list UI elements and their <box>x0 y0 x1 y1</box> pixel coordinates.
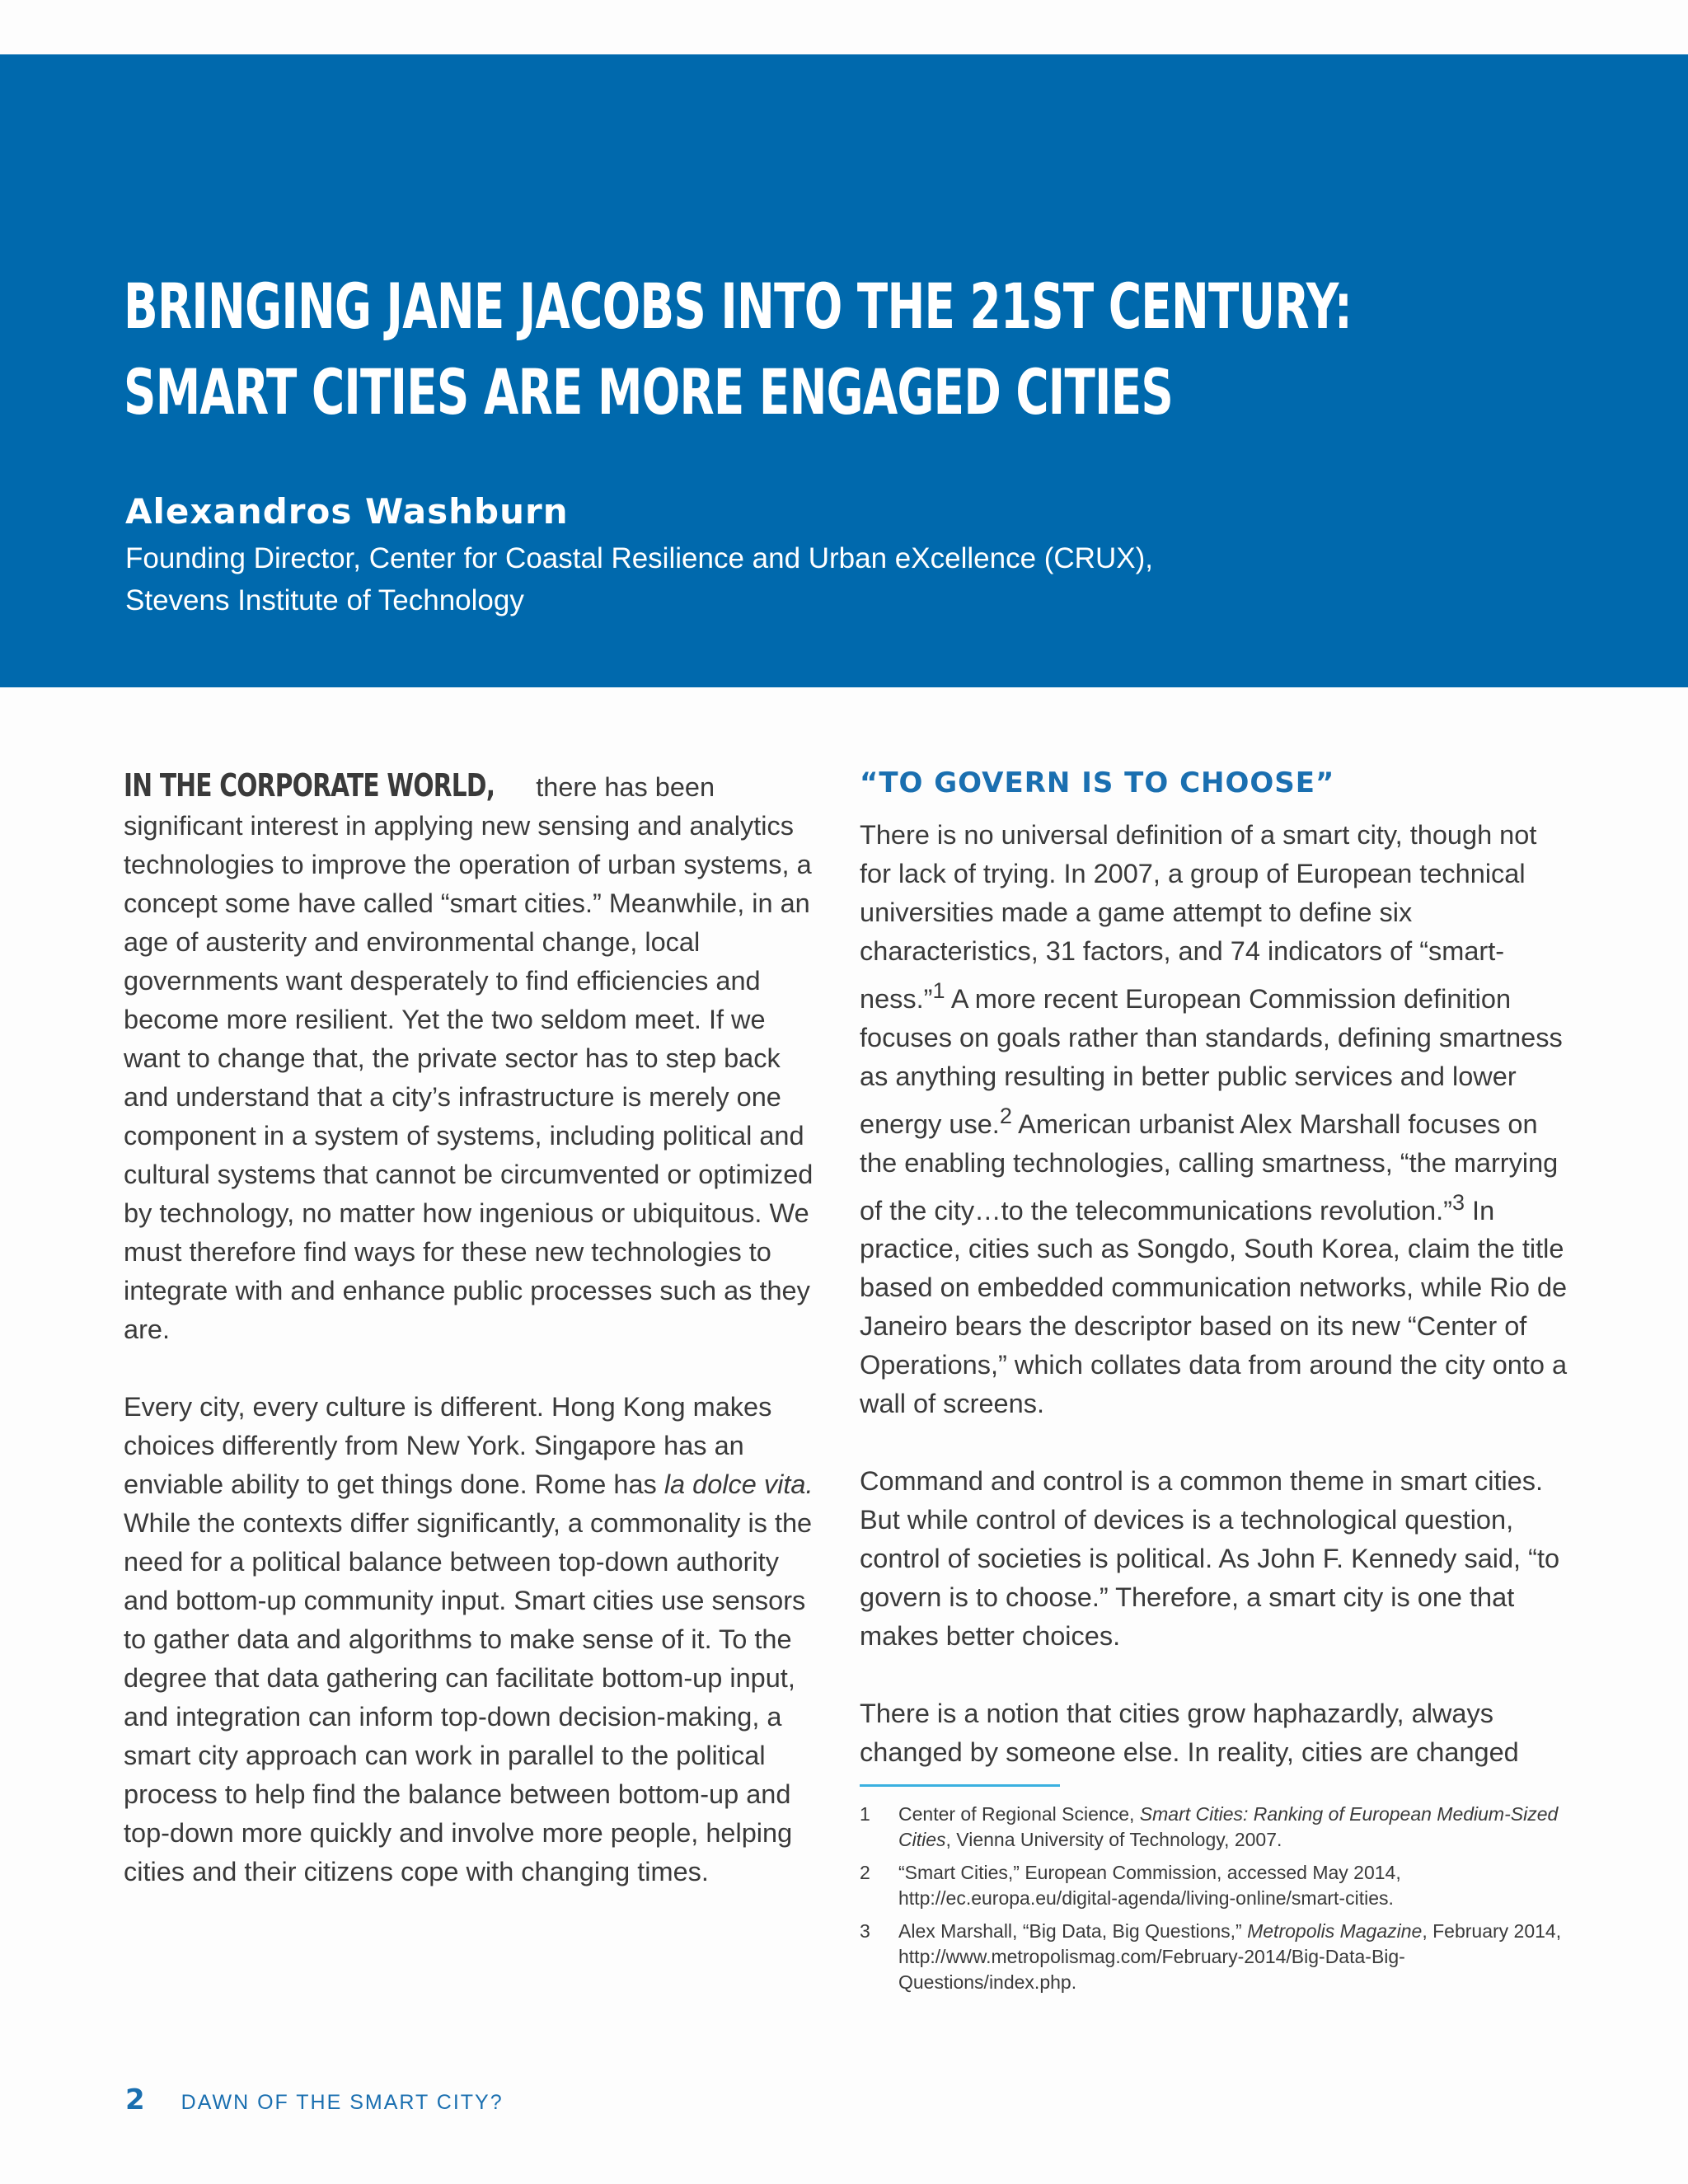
page-number: 2 <box>125 2083 145 2116</box>
paragraph-text: In practice, cities such as Songdo, South Korea, claim the title based on embedded communication networks, while Rio de Janeiro bears the descriptor based on its new “Center of Operations,” which collates data from around the city onto a wall of screens. <box>860 1195 1568 1419</box>
footnote-number: 1 <box>860 1803 870 1825</box>
footnote-number: 3 <box>860 1920 870 1942</box>
paragraph-text: While the contexts differ significantly, a commonality is the need for a political balance between top-down authority and bottom-up community input. Smart cities use sensors to gather data and algorithms to make sense of it. To the degree that data gathering can facilitate bottom-up input, and integration can inform top-down decision-making, a smart city approach can work in parallel to the political process to help find the balance between bottom-up and top-down more quickly and involve more people, helping cities and their citizens cope with changing times. <box>124 1508 813 1886</box>
left-column <box>124 766 824 1891</box>
footnote-italic: Smart Cities: Ranking of European Medium-Sized Cities <box>898 1803 1559 1850</box>
footnote-text[interactable] <box>898 1860 1568 1911</box>
paragraph-text: Every city, every culture is different. Hong Kong makes choices differently from New York. Singapore has an enviable ability to get things done. Rome has <box>124 1392 772 1499</box>
footnote-number: 2 <box>860 1862 870 1883</box>
right-column <box>860 766 1568 1772</box>
footnote-ref-2[interactable]: 2 <box>999 1102 1012 1128</box>
footnote-2 <box>860 1860 1568 1911</box>
author-affiliation <box>125 537 1153 621</box>
footnote-text-part: Center of Regional Science, <box>898 1803 1140 1825</box>
footnote-text <box>898 1802 1568 1853</box>
paragraph <box>124 1388 824 1891</box>
footnote-text-part: , Vienna University of Technology, 2007. <box>945 1829 1282 1850</box>
paragraph-text: A more recent European Commission definition focuses on goals rather than standards, defining smartness as anything resulting in better public services and lower energy use. <box>860 983 1563 1139</box>
affiliation-line-1: Founding Director, Center for Coastal Resilience and Urban eXcellence (CRUX), <box>125 542 1153 574</box>
running-head: DAWN OF THE SMART CITY? <box>181 2091 504 2114</box>
paragraph: Command and control is a common theme in smart cities. But while control of devices is a technological question, control of societies is political. As John F. Kennedy said, “to govern is to choose.” Therefore, a smart city is one that makes better choices. <box>860 1466 1560 1652</box>
footnote-text-part: Alex Marshall, “Big Data, Big Questions,” <box>898 1920 1248 1942</box>
page-footer <box>125 2083 504 2116</box>
footnote-1 <box>860 1802 1568 1853</box>
paragraph <box>860 816 1568 1423</box>
footnote-ref-3[interactable]: 3 <box>1451 1188 1465 1215</box>
title-line-2: SMART CITIES ARE MORE ENGAGED CITIES <box>124 355 1174 429</box>
footnote-text-part: “Smart Cities,” European Commission, accessed May 2014, http://ec.europa.eu/digital-agenda/living-online/smart-cities. <box>898 1862 1401 1909</box>
paragraph-text: There is no universal definition of a smart city, though not for lack of trying. In 2007, a group of European technical universities made a game attempt to define six characteristics, 31 factors, and 74 indicators of “smartness.” <box>860 820 1537 1014</box>
footnote-text[interactable] <box>898 1919 1568 1995</box>
footnotes <box>860 1802 1568 2003</box>
paragraph <box>124 766 824 1349</box>
paragraph-text: American urbanist Alex Marshall focuses on the enabling technologies, calling smartness, “the marrying of the city…to the telecommunications revolution.” <box>860 1108 1559 1226</box>
paragraph-text: there has been significant interest in applying new sensing and analytics technologies to improve the operation of urban systems, a concept some have called “smart cities.” Meanwhile, in an age of austerity and environmental change, local governments want desperately to find efficiencies and become more resilient. Yet the two seldom meet. If we want to change that, the private sector has to step back and understand that a city’s infrastructure is merely one component in a system of systems, including political and cultural systems that cannot be circumvented or optimized by technology, no matter how ingenious or ubiquitous. We must therefore find ways for these new technologies to integrate with and enhance public processes such as they are. <box>124 772 814 1344</box>
footnote-text-part: , February 2014, http://www.metropolismag.com/February-2014/Big-Data-Big-Questions/index.php. <box>898 1920 1562 1993</box>
author-name: Alexandros Washburn <box>125 491 569 532</box>
italic-phrase: la dolce vita. <box>663 1469 814 1499</box>
article-title <box>124 264 1352 435</box>
footnote-divider <box>860 1784 1060 1787</box>
footnote-italic: Metropolis Magazine <box>1247 1920 1423 1942</box>
affiliation-line-2: Stevens Institute of Technology <box>125 584 524 616</box>
title-line-1: BRINGING JANE JACOBS INTO THE 21ST CENTURY: <box>124 269 1353 343</box>
section-heading: “TO GOVERN IS TO CHOOSE” <box>860 766 1335 799</box>
footnote-ref-1[interactable]: 1 <box>932 977 945 1003</box>
footnote-3 <box>860 1919 1568 1995</box>
lead-in: IN THE CORPORATE WORLD, <box>124 767 495 804</box>
paragraph: There is a notion that cities grow haphazardly, always changed by someone else. In reality, cities are changed <box>860 1699 1519 1768</box>
